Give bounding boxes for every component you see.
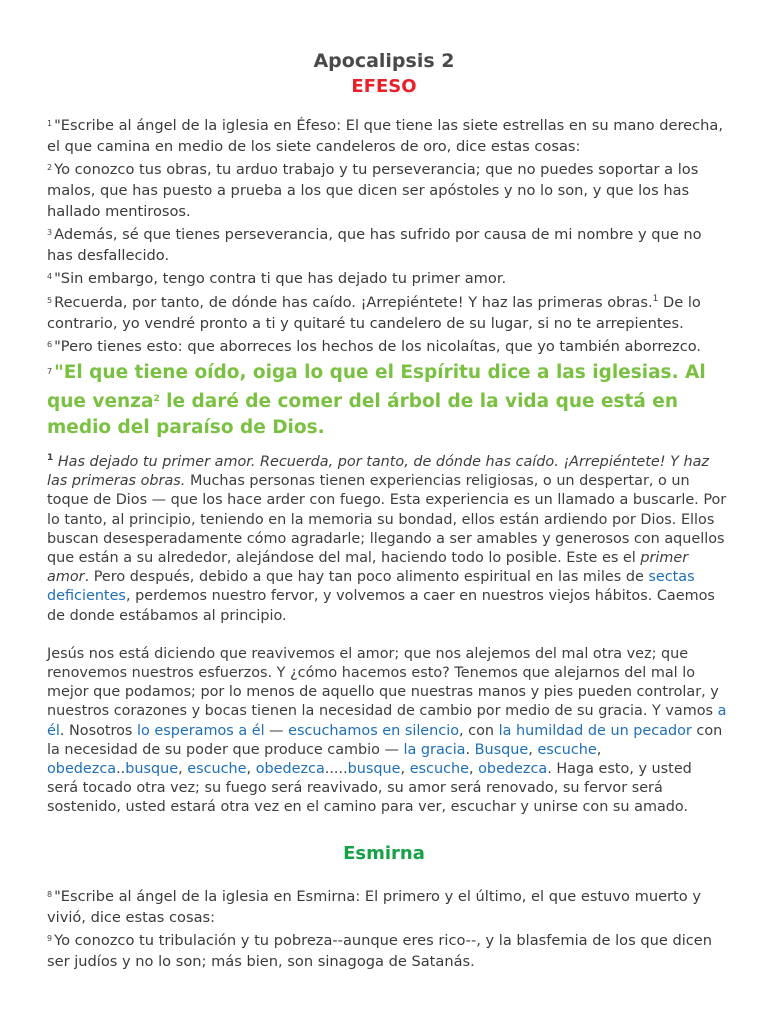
- verse-number: 8: [47, 890, 53, 899]
- verse-number: 4: [47, 272, 53, 281]
- page-title: Apocalipsis 2: [313, 50, 455, 72]
- verse-text: Además, sé que tienes perseverancia, que has sufrido por causa de mi nombre y que no has desfallecido.: [47, 226, 702, 264]
- verse-1: [47, 113, 727, 157]
- paragraph-text: ,: [528, 741, 538, 758]
- commentary-paragraph-1: [47, 449, 727, 626]
- paragraph-text: ,: [246, 761, 256, 778]
- link-humildad[interactable]: la humildad de un pecador: [498, 722, 692, 739]
- footnote-marker[interactable]: 2: [153, 394, 160, 404]
- link-busque[interactable]: busque: [125, 761, 179, 778]
- paragraph-text: ,: [400, 761, 410, 778]
- link-busque[interactable]: busque: [347, 761, 401, 778]
- verse-number: 6: [47, 340, 53, 349]
- verse-text: "Pero tienes esto: que aborreces los hechos de los nicolaítas, que yo también aborrezco.: [54, 338, 702, 355]
- link-escuchamos[interactable]: escuchamos en silencio: [288, 722, 460, 739]
- verse-number: 3: [47, 228, 53, 237]
- verse-3: [47, 222, 727, 266]
- verse-text: le daré de comer del árbol de la vida que está en medio del paraíso de Dios.: [47, 391, 679, 438]
- verses-efeso: [47, 113, 727, 441]
- link-obedezca[interactable]: obedezca: [47, 761, 117, 778]
- link-sectas-deficientes[interactable]: sectas deficientes: [47, 569, 695, 605]
- verse-number: 9: [47, 934, 53, 943]
- verse-text: De lo contrario, yo vendré pronto a ti y quitaré tu candelero de su lugar, si no te arrepientes.: [47, 294, 701, 332]
- verse-number: 1: [47, 119, 53, 128]
- verse-8: [47, 884, 727, 928]
- verse-text: "Sin embargo, tengo contra ti que has dejado tu primer amor.: [54, 270, 507, 287]
- verse-5: [47, 289, 727, 334]
- section-heading-efeso: EFESO: [351, 76, 417, 97]
- paragraph-text: Muchas personas tienen experiencias religiosas, o un despertar, o un toque de Dios — que los hace arder con fuego. Esta experiencia es un llamado a buscarle. Por lo tanto, al principio, teniendo en la memoria su bondad, ellos están ardiendo por Dios. Ellos buscan desesperadamente cómo agradarle; llegando a ser amables y generosos con aquellos que están a su alrededor, alejándose del mal, haciendo todo lo posible. Este es el: [47, 473, 727, 567]
- verse-7-highlight: [47, 359, 727, 441]
- paragraph-text: ,: [468, 761, 479, 778]
- link-lo-esperamos[interactable]: lo esperamos a él: [137, 722, 265, 739]
- section-heading-esmirna: Esmirna: [343, 843, 425, 864]
- verse-9: [47, 928, 727, 972]
- verses-esmirna: [47, 884, 727, 972]
- paragraph-text: , perdemos nuestro fervor, y volvemos a caer en nuestros viejos hábitos. Caemos de donde estábamos al principio.: [47, 588, 715, 624]
- verse-text: "El que tiene oído, oiga lo que el Espíritu dice a las iglesias. Al que venza: [47, 362, 706, 412]
- link-escuche[interactable]: escuche: [537, 741, 597, 758]
- paragraph-text: ,: [178, 761, 188, 778]
- link-obedezca[interactable]: obedezca: [478, 761, 548, 778]
- verse-number: 5: [47, 296, 53, 305]
- verse-text: "Escribe al ángel de la iglesia en Esmirna: El primero y el último, el que estuvo muerto y vivió, dice estas cosas:: [47, 888, 701, 926]
- verse-text: Yo conozco tus obras, tu arduo trabajo y tu perseverancia; que no puedes soportar a los malos, que has puesto a prueba a los que dicen ser apóstoles y no lo son, y que los has hallado mentirosos.: [47, 161, 699, 220]
- quoted-verse: Has dejado tu primer amor. Recuerda, por tanto, de dónde has caído. ¡Arrepiéntete! Y haz las primeras obras.: [47, 454, 709, 490]
- paragraph-text: . Pero después, debido a que hay tan poco alimento espiritual en las miles de: [84, 569, 649, 586]
- paragraph-text: .: [465, 741, 475, 758]
- paragraph-text: Jesús nos está diciendo que reavivemos el amor; que nos alejemos del mal otra vez; que renovemos nuestros esfuerzos. Y ¿cómo hacemos esto? Tenemos que alejarnos del mal lo mejor que podamos; por lo menos de aquello que nuestras manos y pies pueden controlar, y nuestros corazones y bocas tienen la necesidad de cambio por medio de su gracia. Y vamos: [47, 645, 719, 720]
- link-busque[interactable]: Busque: [474, 741, 529, 758]
- commentary: [47, 449, 727, 837]
- emphasis: primer amor: [47, 550, 689, 586]
- verse-2: [47, 157, 727, 222]
- link-escuche[interactable]: escuche: [187, 761, 247, 778]
- paragraph-text: —: [264, 722, 289, 739]
- paragraph-text: con la necesidad de su poder que produce cambio —: [47, 722, 723, 758]
- link-escuche[interactable]: escuche: [409, 761, 469, 778]
- verse-text: "Escribe al ángel de la iglesia en Éfeso: El que tiene las siete estrellas en su mano derecha, el que camina en medio de los siete candeleros de oro, dice estas cosas:: [47, 117, 723, 155]
- verse-text: Yo conozco tu tribulación y tu pobreza--aunque eres rico--, y la blasfemia de los que dicen ser judíos y no lo son; más bien, son sinagoga de Satanás.: [47, 932, 713, 970]
- verse-text: Recuerda, por tanto, de dónde has caído. ¡Arrepiéntete! Y haz las primeras obras.: [54, 294, 653, 311]
- link-obedezca[interactable]: obedezca: [255, 761, 325, 778]
- footnote-marker[interactable]: 1: [652, 294, 659, 304]
- paragraph-text: . Haga esto, y usted será tocado otra vez; su fuego será reavivado, su amor será renovado, su fervor será sostenido, usted estará otra vez en el camino para ver, escuchar y unirse con su amado.: [47, 761, 692, 816]
- footnote-number: 1: [47, 453, 54, 463]
- link-a-el[interactable]: a él: [47, 703, 727, 739]
- paragraph-text: .....: [324, 761, 348, 778]
- paragraph-text: . Nosotros: [59, 722, 137, 739]
- verse-4: [47, 266, 727, 289]
- verse-number: 7: [47, 367, 53, 376]
- paragraph-text: ..: [116, 761, 126, 778]
- paragraph-text: ,: [596, 741, 602, 758]
- paragraph-text: , con: [459, 722, 499, 739]
- link-la-gracia[interactable]: la gracia: [403, 741, 466, 758]
- verse-6: [47, 334, 727, 357]
- verse-number: 2: [47, 163, 53, 172]
- commentary-paragraph-2: [47, 645, 727, 818]
